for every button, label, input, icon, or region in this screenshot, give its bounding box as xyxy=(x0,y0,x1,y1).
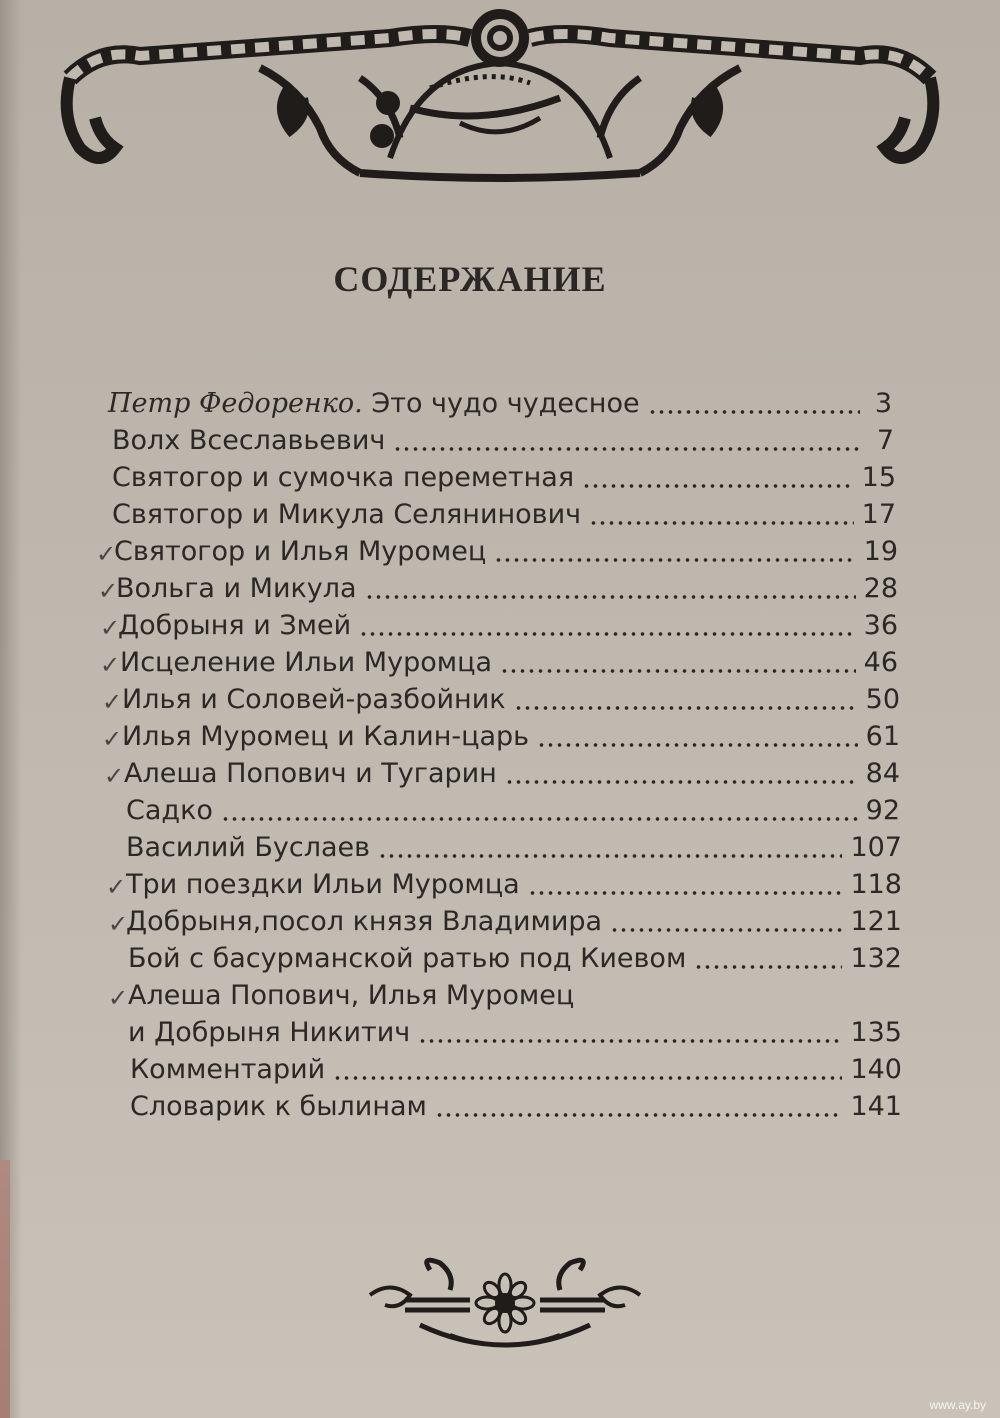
toc-entry-page: 46 xyxy=(863,647,898,678)
toc-entry-page: 84 xyxy=(865,758,900,789)
toc-entry-page: 118 xyxy=(850,869,902,900)
toc-entry-author: Петр Федоренко. xyxy=(108,388,363,419)
dot-leader xyxy=(528,890,843,896)
check-mark-icon: ✓ xyxy=(108,910,129,938)
toc-entry-title: Святогор и Микула Селянинович xyxy=(112,499,582,530)
check-mark-icon: ✓ xyxy=(102,688,123,716)
check-mark-icon: ✓ xyxy=(102,725,123,753)
dot-leader xyxy=(694,964,842,970)
check-mark-icon: ✓ xyxy=(100,651,121,679)
toc-entry-title: Святогор и сумочка переметная xyxy=(112,462,575,493)
toc-entry xyxy=(122,718,900,756)
toc-entry-title: Илья Муромец и Калин-царь xyxy=(122,721,530,752)
toc-entry-page: 3 xyxy=(874,388,892,419)
dot-leader xyxy=(418,1038,842,1044)
check-mark-icon: ✓ xyxy=(104,762,125,790)
toc-entry-title: Добрыня,посол князя Владимира xyxy=(126,906,603,937)
dot-leader xyxy=(505,779,858,785)
toc-entry-page: 135 xyxy=(850,1017,902,1048)
toc-entry-title: Вольга и Микула xyxy=(116,573,357,604)
toc-entry-title: Комментарий xyxy=(130,1054,326,1085)
dot-leader xyxy=(610,927,842,933)
table-of-contents xyxy=(0,385,1000,1145)
toc-entry xyxy=(126,903,902,941)
dot-leader xyxy=(537,742,858,748)
toc-entry-page: 19 xyxy=(863,536,898,567)
toc-entry-title: Словарик к былинам xyxy=(130,1091,427,1122)
dot-leader xyxy=(365,594,856,600)
toc-entry xyxy=(126,792,900,830)
toc-entry xyxy=(108,385,892,423)
toc-entry-page: 61 xyxy=(865,721,900,752)
toc-entry-page: 36 xyxy=(863,610,898,641)
toc-entry-title: Добрыня и Змей xyxy=(118,610,352,641)
bottom-ornament-icon xyxy=(360,1255,650,1360)
toc-entry-page: 141 xyxy=(850,1091,902,1122)
toc-entry xyxy=(130,1051,902,1089)
toc-entry-title: Три поездки Ильи Муромца xyxy=(126,869,520,900)
toc-entry xyxy=(128,1014,902,1052)
dot-leader xyxy=(221,816,858,822)
toc-entry-page: 7 xyxy=(876,425,894,456)
dot-leader xyxy=(494,557,855,563)
toc-entry-title: Василий Буслаев xyxy=(126,832,371,863)
toc-entry xyxy=(118,607,898,645)
toc-entry-title: Алеша Попович и Тугарин xyxy=(124,758,497,789)
top-ornament-icon xyxy=(60,8,940,186)
check-mark-icon: ✓ xyxy=(100,614,121,642)
check-mark-icon: ✓ xyxy=(96,540,117,568)
toc-entry-page: 92 xyxy=(865,795,900,826)
toc-entry-page: 121 xyxy=(850,906,902,937)
dot-leader xyxy=(333,1075,842,1081)
dot-leader xyxy=(500,668,856,674)
toc-entry-title: Бой с басурманской ратью под Киевом xyxy=(128,943,687,974)
toc-entry-page: 140 xyxy=(850,1054,902,1085)
toc-entry xyxy=(112,459,896,497)
toc-entry-title: Садко xyxy=(126,795,213,826)
toc-entry-page: 50 xyxy=(865,684,900,715)
toc-entry xyxy=(120,644,898,682)
toc-entry xyxy=(112,422,894,460)
book-cover-edge xyxy=(0,1160,10,1418)
dot-leader xyxy=(393,446,862,452)
toc-entry-title: Петр Федоренко. Это чудо чудесное xyxy=(108,388,640,419)
dot-leader xyxy=(582,483,854,489)
toc-entry-title: Исцеление Ильи Муромца xyxy=(120,647,493,678)
toc-entry xyxy=(126,829,902,867)
dot-leader xyxy=(648,409,860,415)
toc-entry xyxy=(114,533,898,571)
toc-entry-page: 107 xyxy=(850,832,902,863)
toc-entry xyxy=(116,570,898,608)
toc-entry-page: 15 xyxy=(861,462,896,493)
toc-entry xyxy=(128,940,902,978)
toc-entry-page: 28 xyxy=(863,573,898,604)
dot-leader xyxy=(359,631,855,637)
toc-entry xyxy=(126,866,902,904)
toc-entry-title: Алеша Попович, Илья Муромец xyxy=(128,980,575,1011)
toc-entry-title: и Добрыня Никитич xyxy=(128,1017,411,1048)
page-title: СОДЕРЖАНИЕ xyxy=(333,259,607,299)
toc-entry-title: Святогор и Илья Муромец xyxy=(114,536,487,567)
dot-leader xyxy=(378,853,842,859)
check-mark-icon: ✓ xyxy=(106,873,127,901)
toc-entry-title: Волх Всеславьевич xyxy=(112,425,386,456)
dot-leader xyxy=(589,520,854,526)
toc-entry xyxy=(122,681,900,719)
toc-entry-page: 17 xyxy=(861,499,896,530)
watermark: www.ay.by xyxy=(929,1398,986,1412)
check-mark-icon: ✓ xyxy=(108,984,129,1012)
dot-leader xyxy=(435,1112,843,1118)
toc-entry xyxy=(124,755,900,793)
toc-entry xyxy=(128,977,902,1015)
toc-entry xyxy=(130,1088,902,1126)
toc-entry-page: 132 xyxy=(850,943,902,974)
check-mark-icon: ✓ xyxy=(98,577,119,605)
dot-leader xyxy=(514,705,858,711)
toc-entry-title: Илья и Соловей-разбойник xyxy=(122,684,506,715)
toc-entry xyxy=(112,496,896,534)
